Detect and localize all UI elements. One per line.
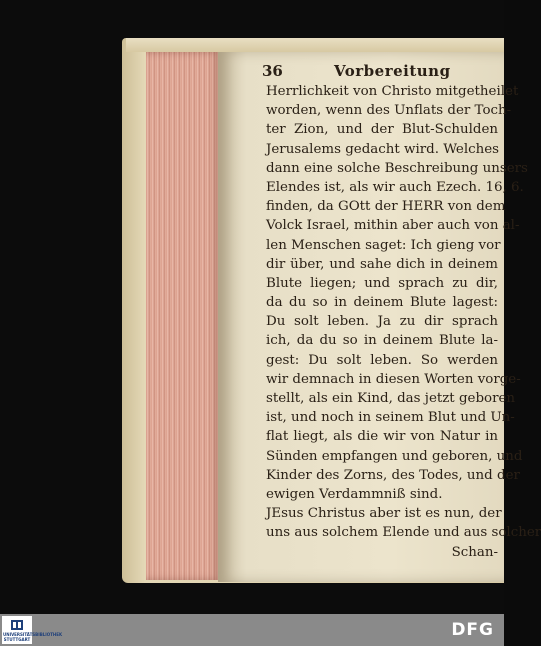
text-line: ich, da du so in deinem Blute la- — [266, 333, 498, 349]
text-line: worden, wenn des Unflats der Toch- — [266, 103, 512, 119]
library-logo-text: UNIVERSITÄTSBIBLIOTHEK STUTTGART — [3, 632, 63, 642]
text-line: ewigen Verdammniß sind. — [266, 486, 443, 502]
text-line: Elendes ist, als wir auch Ezech. 16, 6. — [266, 179, 524, 195]
text-line: da du so in deinem Blute lagest: — [266, 295, 498, 311]
text-line: wir demnach in diesen Worten vorge- — [266, 371, 521, 387]
text-line: dir über, und sahe dich in deinem — [266, 256, 498, 272]
body-text — [266, 82, 541, 562]
running-head-title: Vorbereitung — [334, 62, 451, 80]
text-line: Herrlichkeit von Christo mitgetheilet — [266, 84, 519, 99]
text-line: Blute liegen; und sprach zu dir, — [266, 275, 498, 291]
text-line: finden, da GOtt der HERR von dem — [266, 199, 506, 215]
text-line: stellt, als ein Kind, das jetzt geboren — [266, 391, 516, 406]
text-line: Sünden empfangen und geboren, und — [266, 448, 523, 464]
running-head — [262, 62, 494, 82]
library-crest-icon — [10, 619, 24, 631]
text-line: uns aus solchem Elende und aus solcher — [266, 525, 541, 541]
text-line: Jerusalems gedacht wird. Welches — [266, 141, 500, 157]
text-line: Kinder des Zorns, des Todes, und der — [266, 467, 520, 483]
catchword: Schan- — [451, 544, 498, 560]
page-number: 36 — [262, 62, 283, 80]
page-top-edge — [126, 38, 504, 52]
text-line: Du solt leben. Ja zu dir sprach — [266, 314, 498, 330]
text-line: gest: Du solt leben. So werden — [266, 352, 498, 368]
text-line: len Menschen saget: Ich gieng vor — [266, 237, 501, 253]
text-line: ist, und noch in seinem Blut und Un- — [266, 410, 515, 426]
text-line: flat liegt, als die wir von Natur in — [266, 429, 498, 445]
text-line: Volck Israel, mithin aber auch von al- — [266, 218, 520, 234]
text-line: dann eine solche Beschreibung unsers — [266, 160, 528, 176]
text-line: ter Zion, und der Blut-Schulden — [266, 122, 498, 138]
dfg-logo[interactable]: DFG — [451, 620, 494, 640]
text-line: JEsus Christus aber ist es nun, der — [266, 506, 502, 522]
library-logo[interactable] — [2, 616, 63, 644]
page-edges — [146, 52, 222, 580]
viewer-footer — [0, 614, 504, 646]
